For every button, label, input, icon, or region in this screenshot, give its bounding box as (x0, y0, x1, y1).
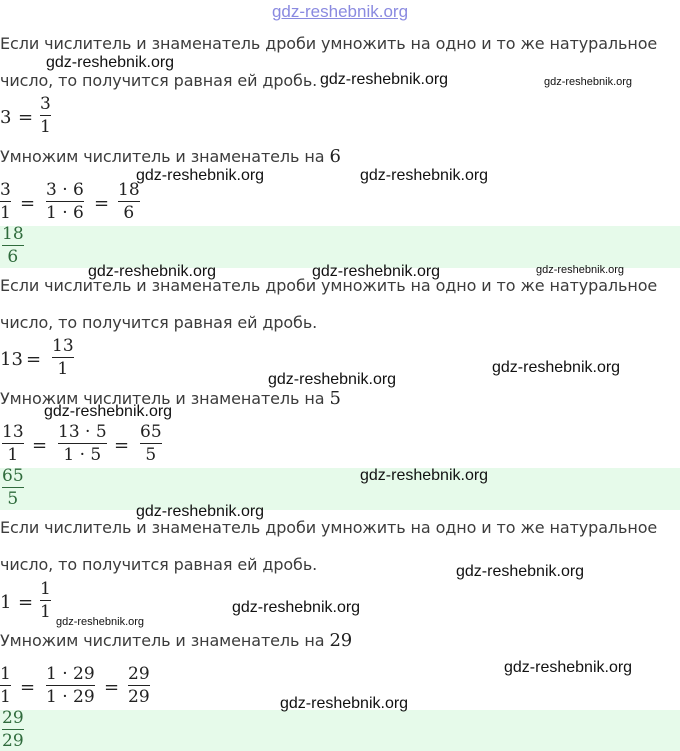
watermark-text: gdz-reshebnik.org (360, 167, 489, 184)
numerator: 3 (0, 180, 11, 200)
numerator: 13 · 5 (58, 422, 107, 442)
watermark-text: gdz-reshebnik.org (360, 467, 489, 484)
denominator: 1 (40, 602, 51, 622)
fraction-bar (0, 201, 11, 202)
fraction (58, 422, 107, 465)
rule-text-line2: число, то получится равная ей дробь. (0, 71, 318, 90)
equals-sign: = (104, 677, 120, 698)
fraction (40, 579, 51, 622)
multiplier: 29 (329, 630, 353, 651)
denominator: 1 · 5 (63, 445, 102, 465)
numerator: 18 (2, 226, 24, 244)
denominator: 6 (7, 247, 19, 267)
equals-sign: = (114, 435, 130, 456)
multiply-label: Умножим числитель и знаменатель на (0, 389, 325, 408)
fraction-bar (2, 245, 24, 246)
fraction (0, 664, 11, 707)
numerator: 1 (0, 664, 11, 684)
whole-number: 1 (0, 592, 12, 613)
fraction (46, 180, 84, 223)
equals-sign: = (26, 349, 42, 370)
watermark-text: gdz-reshebnik.org (536, 264, 625, 276)
equals-sign: = (32, 435, 48, 456)
whole-number: 3 (0, 107, 12, 128)
fraction (140, 422, 162, 465)
step-equation (0, 178, 680, 226)
fraction-bar (46, 201, 84, 202)
denominator: 1 (57, 359, 69, 379)
denominator: 1 (0, 203, 11, 223)
fraction (52, 336, 74, 379)
equals-sign: = (18, 592, 34, 613)
watermark-text: gdz-reshebnik.org (136, 503, 265, 520)
multiplier: 6 (329, 146, 341, 167)
denominator: 5 (7, 489, 19, 509)
fraction-bar (140, 443, 162, 444)
multiply-text (0, 630, 352, 651)
step-equation (0, 420, 680, 468)
numerator: 13 (2, 422, 24, 442)
watermark-text: gdz-reshebnik.org (44, 403, 173, 420)
rule-text-line1: Если числитель и знаменатель дроби умножить на одно и то же натуральное (0, 518, 658, 537)
watermark-text: gdz-reshebnik.org (56, 616, 145, 628)
multiply-text (0, 146, 341, 167)
fraction (0, 180, 11, 223)
fraction (2, 422, 24, 465)
fraction-bar (40, 115, 51, 116)
denominator: 29 (2, 731, 24, 751)
numerator: 18 (118, 180, 140, 200)
numerator: 65 (140, 422, 162, 442)
answer-fraction (2, 226, 24, 267)
denominator: 6 (123, 203, 135, 223)
watermark-text: gdz-reshebnik.org (456, 563, 585, 580)
fraction (118, 180, 140, 223)
watermark-text: gdz-reshebnik.org (504, 659, 633, 676)
answer-fraction (2, 468, 24, 509)
denominator: 5 (145, 445, 157, 465)
header-watermark-link[interactable]: gdz-reshebnik.org (271, 2, 409, 21)
watermark-text: gdz-reshebnik.org (46, 54, 175, 71)
fraction-bar (2, 487, 24, 488)
multiply-label: Умножим числитель и знаменатель на (0, 631, 325, 650)
denominator: 1 (0, 687, 11, 707)
fraction-bar (118, 201, 140, 202)
fraction (46, 664, 95, 707)
multiply-label: Умножим числитель и знаменатель на (0, 147, 325, 166)
numerator: 3 · 6 (46, 180, 84, 200)
watermark-text: gdz-reshebnik.org (88, 263, 217, 280)
fraction-bar (40, 600, 51, 601)
numerator: 29 (2, 710, 24, 728)
numerator: 13 (52, 336, 74, 356)
denominator: 1 (40, 117, 51, 137)
rule-text-line1: Если числитель и знаменатель дроби умножить на одно и то же натуральное (0, 276, 658, 295)
fraction-bar (46, 685, 95, 686)
equals-sign: = (94, 193, 110, 214)
whole-number: 13 (0, 349, 23, 370)
equals-sign: = (20, 677, 36, 698)
watermark-text: gdz-reshebnik.org (280, 695, 409, 712)
denominator: 1 (7, 445, 19, 465)
watermark-text: gdz-reshebnik.org (544, 76, 633, 88)
watermark-text: gdz-reshebnik.org (232, 599, 361, 616)
answer-band (0, 468, 680, 510)
answer-fraction (2, 710, 24, 751)
equals-sign: = (18, 107, 34, 128)
equals-sign: = (20, 193, 36, 214)
numerator: 3 (40, 94, 51, 114)
numerator: 29 (128, 664, 150, 684)
fraction-bar (58, 443, 107, 444)
watermark-text: gdz-reshebnik.org (492, 359, 621, 376)
numerator: 1 (40, 579, 51, 599)
fraction (40, 94, 51, 137)
rule-text-line1: Если числитель и знаменатель дроби умножить на одно и то же натуральное (0, 34, 658, 53)
fraction-bar (128, 685, 150, 686)
denominator: 29 (128, 687, 150, 707)
answer-band (0, 226, 680, 268)
multiplier: 5 (329, 388, 341, 409)
watermark-text: gdz-reshebnik.org (136, 167, 265, 184)
fraction (128, 664, 150, 707)
rule-text-line2: число, то получится равная ей дробь. (0, 555, 318, 574)
denominator: 1 · 6 (46, 203, 84, 223)
watermark-text: gdz-reshebnik.org (320, 71, 449, 88)
answer-band (0, 710, 680, 751)
watermark-text: gdz-reshebnik.org (312, 263, 441, 280)
numerator: 65 (2, 468, 24, 486)
fraction-bar (52, 357, 74, 358)
denominator: 1 · 29 (46, 687, 95, 707)
watermark-text: gdz-reshebnik.org (268, 371, 397, 388)
fraction-bar (2, 729, 24, 730)
fraction-bar (2, 443, 24, 444)
numerator: 1 · 29 (46, 664, 95, 684)
rule-text-line2: число, то получится равная ей дробь. (0, 313, 318, 332)
fraction-bar (0, 685, 11, 686)
